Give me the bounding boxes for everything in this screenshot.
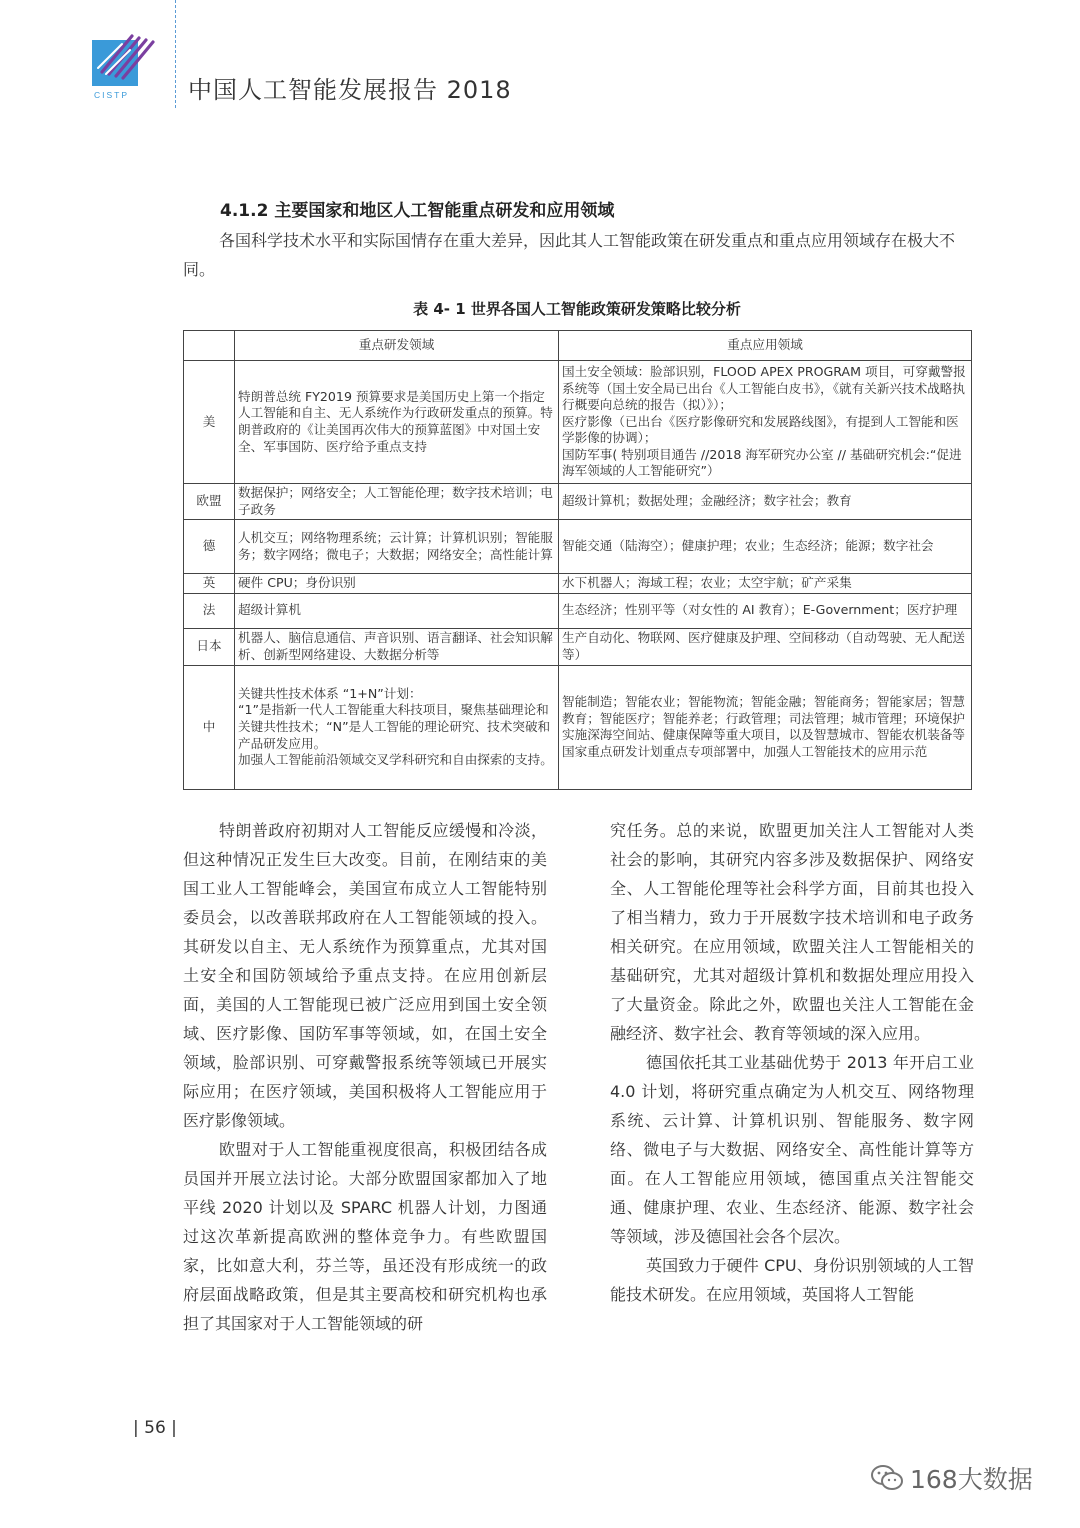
table-cell-country: 欧盟 xyxy=(184,484,235,520)
table-cell-application: 国土安全领域：脸部识别，FLOOD APEX PROGRAM 项目，可穿戴警报系统等（国土安全局已出台《人工智能白皮书》，《就有关新兴技术战略执行概要向总统的报告（拟）》）； 医疗影像（已出台《医疗影像研究和发展路线图》，有提到人工智能和医学影像的协调）； 国防军事( 特别项目通告 //2018 海军研究办公室 // 基础研究机会:“促进海军领域的人工智能研究”） xyxy=(559,361,972,484)
table-row xyxy=(184,665,972,789)
logo-text: CISTP xyxy=(94,90,130,100)
table-cell-research: 机器人、脑信息通信、声音识别、语言翻译、社会知识解析、创新型网络建设、大数据分析等 xyxy=(235,628,559,665)
table-cell-country: 英 xyxy=(184,574,235,594)
body-paragraph: 究任务。总的来说，欧盟更加关注人工智能对人类社会的影响，其研究内容多涉及数据保护、网络安全、人工智能伦理等社会科学方面，目前其也投入了相当精力，致力于开展数字技术培训和电子政务相关研究。在应用领域，欧盟关注人工智能相关的基础研究，尤其对超级计算机和数据处理应用投入了大量资金。除此之外，欧盟也关注人工智能在金融经济、数字社会、教育等领域的深入应用。 xyxy=(610,821,974,1043)
table-cell-research: 人机交互；网络物理系统；云计算；计算机识别；智能服务；数字网络；微电子；大数据；网络安全；高性能计算 xyxy=(235,520,559,574)
body-paragraph: 欧盟对于人工智能重视度很高，积极团结各成员国并开展立法讨论。大部分欧盟国家都加入了地平线 2020 计划以及 SPARC 机器人计划，力图通过这次革新提高欧洲的整体竞争力。有些欧盟国家，比如意大利，芬兰等，虽还没有形成统一的政府层面战略政策，但是其主要高校和研究机构也承担了其国家对于人工智能领域的研 xyxy=(183,1140,547,1333)
table-cell-application: 生产自动化、物联网、医疗健康及护理、空间移动（自动驾驶、无人配送等） xyxy=(559,628,972,665)
body-paragraph: 英国致力于硬件 CPU、身份识别领域的人工智能技术研发。在应用领域，英国将人工智能 xyxy=(610,1256,974,1304)
table-cell-research: 关键共性技术体系 “1+N”计划： “1”是指新一代人工智能重大科技项目，聚焦基础理论和关键共性技术；“N”是人工智能的理论研究、技术突破和产品研发应用。 加强人工智能前沿领域交叉学科研究和自由探索的支持。 xyxy=(235,665,559,789)
table-cell-country: 美 xyxy=(184,361,235,484)
wechat-icon xyxy=(870,1464,904,1492)
report-title: 中国人工智能发展报告 2018 xyxy=(188,76,512,104)
table-row xyxy=(184,628,972,665)
table-cell-research: 数据保护；网络安全；人工智能伦理；数字技术培训；电子政务 xyxy=(235,484,559,520)
table-cell-country: 法 xyxy=(184,593,235,628)
header-cell-application: 重点应用领域 xyxy=(559,331,972,361)
cistp-logo xyxy=(92,28,156,100)
section-heading: 4.1.2 主要国家和地区人工智能重点研发和应用领域 xyxy=(220,201,615,221)
body-column-left xyxy=(183,816,547,1338)
table-cell-country: 日本 xyxy=(184,628,235,665)
body-paragraph: 德国依托其工业基础优势于 2013 年开启工业 4.0 计划，将研究重点确定为人机交互、网络物理系统、云计算、计算机识别、智能服务、数字网络、微电子与大数据、网络安全、高性能计算等方面。在人工智能应用领域，德国重点关注智能交通、健康护理、农业、生态经济、能源、数字社会等领域，涉及德国社会各个层次。 xyxy=(610,1053,974,1246)
header-cell-research: 重点研发领域 xyxy=(235,331,559,361)
watermark-text: 168大数据 xyxy=(910,1465,1033,1494)
watermark xyxy=(870,1460,1033,1496)
intro-paragraph: 各国科学技术水平和实际国情存在重大差异，因此其人工智能政策在研发重点和重点应用领域存在极大不同。 xyxy=(183,231,956,279)
table-row xyxy=(184,574,972,594)
page-number-value: 56 xyxy=(144,1418,166,1438)
policy-comparison-table xyxy=(183,330,972,790)
table-cell-application: 超级计算机；数据处理；金融经济；数字社会；教育 xyxy=(559,484,972,520)
table-row xyxy=(184,593,972,628)
body-column-right xyxy=(610,816,974,1309)
table-header-row xyxy=(184,331,972,361)
table-cell-country: 德 xyxy=(184,520,235,574)
table-row xyxy=(184,484,972,520)
table-row xyxy=(184,361,972,484)
table-cell-application: 智能交通（陆海空）；健康护理；农业；生态经济；能源；数字社会 xyxy=(559,520,972,574)
body-paragraph: 特朗普政府初期对人工智能反应缓慢和冷淡，但这种情况正发生巨大改变。目前，在刚结束的美国工业人工智能峰会，美国宣布成立人工智能特别委员会，以改善联邦政府在人工智能领域的投入。其研发以自主、无人系统作为预算重点，尤其对国土安全和国防领域给予重点支持。在应用创新层面，美国的人工智能现已被广泛应用到国土安全领域、医疗影像、国防军事等领域，如，在国土安全领域，脸部识别、可穿戴警报系统等领域已开展实际应用；在医疗领域，美国积极将人工智能应用于医疗影像领域。 xyxy=(183,821,547,1130)
table-cell-country: 中 xyxy=(184,665,235,789)
table-caption: 表 4- 1 世界各国人工智能政策研发策略比较分析 xyxy=(413,300,741,318)
table-cell-research: 硬件 CPU；身份识别 xyxy=(235,574,559,594)
table-row xyxy=(184,520,972,574)
table-cell-application: 水下机器人；海域工程；农业；太空宇航；矿产采集 xyxy=(559,574,972,594)
header-cell-country xyxy=(184,331,235,361)
table-cell-research: 超级计算机 xyxy=(235,593,559,628)
header-divider-line xyxy=(175,0,176,108)
table-cell-research: 特朗普总统 FY2019 预算要求是美国历史上第一个指定人工智能和自主、无人系统作为行政研发重点的预算。特朗普政府的《让美国再次伟大的预算蓝图》中对国土安全、军事国防、医疗给予重点支持 xyxy=(235,361,559,484)
page-number: | 56 | xyxy=(133,1418,177,1438)
table-cell-application: 生态经济；性别平等（对女性的 AI 教育）；E-Government；医疗护理 xyxy=(559,593,972,628)
table-cell-application: 智能制造；智能农业；智能物流；智能金融；智能商务；智能家居；智慧教育；智能医疗；智能养老；行政管理；司法管理；城市管理；环境保护 实施深海空间站、健康保障等重大项目，以及智慧城市、智能农机装备等国家重点研发计划重点专项部署中，加强人工智能技术的应用示范 xyxy=(559,665,972,789)
table-body xyxy=(184,361,972,790)
